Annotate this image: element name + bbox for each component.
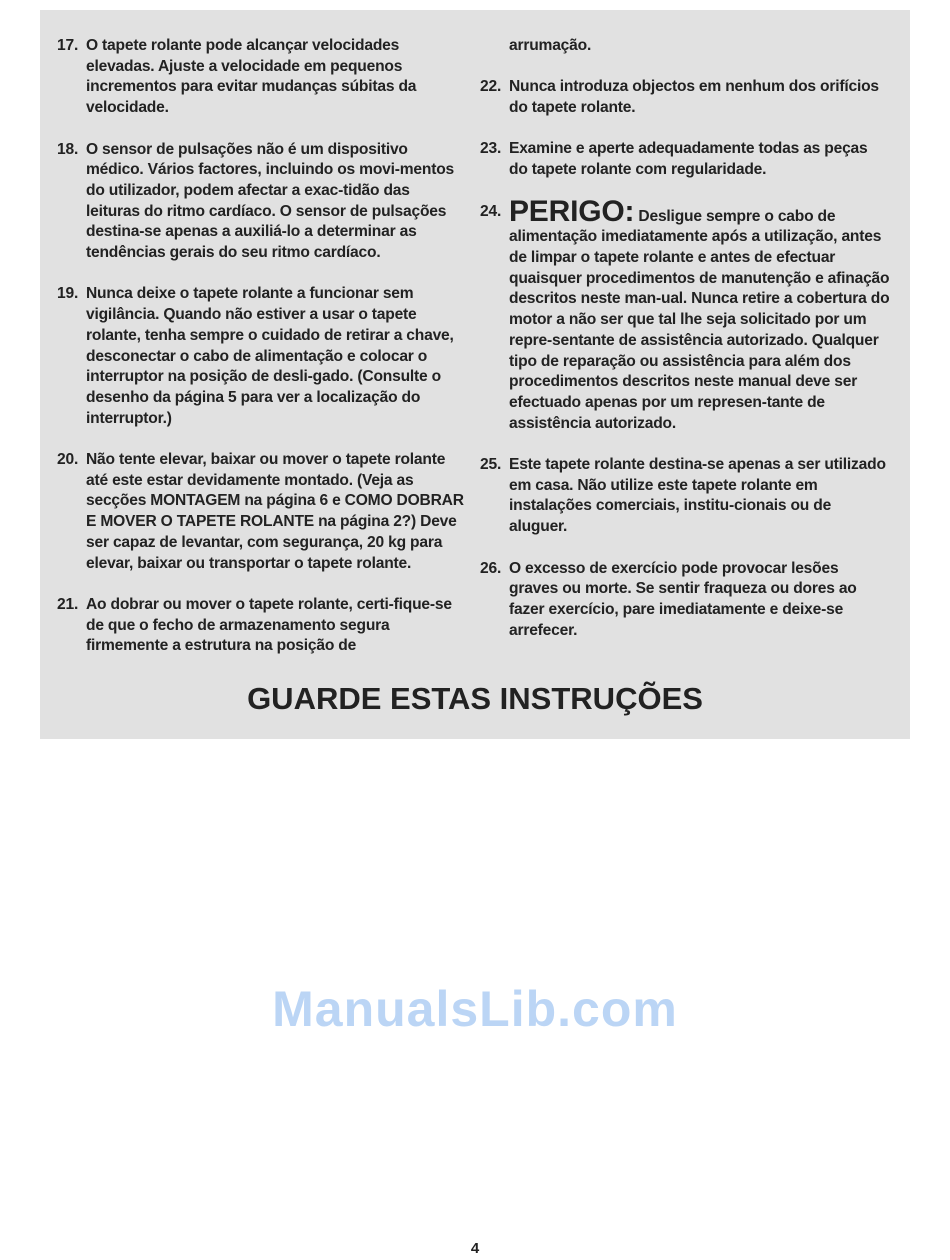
- instruction-item: [480, 455, 890, 538]
- item-text: O tapete rolante pode alcançar velocidades elevadas. Ajuste a velocidade em pequenos incrementos para evitar mudanças súbitas da velocidade.: [86, 37, 417, 117]
- item-number: 18.: [57, 140, 79, 158]
- item-continuation: arrumação.: [509, 37, 592, 54]
- item-text: O sensor de pulsações não é um dispositivo médico. Vários factores, incluindo os movi-mentos do utilizador, podem afectar a exac-tidão das leituras do ritmo cardíaco. O sensor de pulsações destina-se apenas a auxiliá-lo a determinar as tendências gerais do seu ritmo cardíaco.: [86, 140, 454, 262]
- watermark: ManualsLib.com: [272, 981, 678, 1037]
- instruction-item: [480, 139, 890, 180]
- item-number: 17.: [57, 37, 79, 54]
- page-number: 4: [470, 1240, 480, 1257]
- item-number: 23.: [480, 140, 502, 158]
- save-instructions-heading: GUARDE ESTAS INSTRUÇÕES: [247, 681, 703, 717]
- instruction-item: [57, 450, 467, 574]
- instruction-item: [57, 595, 467, 657]
- item-text: O excesso de exercício pode provocar lesões graves ou morte. Se sentir fraqueza ou dores ao fazer exercício, pare imediatamente e deixe-se arrefecer.: [509, 559, 857, 639]
- item-number: 24.: [480, 202, 502, 220]
- danger-item: [480, 194, 890, 435]
- instruction-item: [57, 284, 467, 429]
- item-text: Nunca deixe o tapete rolante a funcionar sem vigilância. Quando não estiver a usar o tapete rolante, tenha sempre o cuidado de retirar a chave, desconectar o cabo de alimentação e colocar o interruptor na posição de desli-gado. (Consulte o desenho da página 5 para ver a localização do interruptor.): [86, 285, 454, 427]
- item-number: 21.: [57, 595, 79, 613]
- item-number: 20.: [57, 451, 79, 469]
- left-column: [57, 36, 467, 657]
- item-text: Ao dobrar ou mover o tapete rolante, certi-fique-se de que o fecho de armazenamento segura firmemente a estrutura na posição de: [86, 595, 452, 655]
- item-number: 26.: [480, 559, 502, 577]
- right-column: [480, 36, 890, 657]
- item-number: 19.: [57, 285, 79, 303]
- instruction-item: [480, 559, 890, 642]
- item-number: 25.: [480, 456, 502, 473]
- item-text: Não tente elevar, baixar ou mover o tapete rolante até este estar devidamente montado. (Veja as secções MONTAGEM na página 6 e COMO DOBRAR E MOVER O TAPETE ROLANTE na página 2?) Deve ser capaz de levantar, com segurança, 20 kg para elevar, baixar ou transportar o tapete rolante.: [86, 451, 464, 572]
- danger-label: PERIGO:: [509, 194, 635, 228]
- item-number: 22.: [480, 78, 502, 96]
- item-text: Desligue sempre o cabo de alimentação imediatamente após a utilização, antes de limpar o tapete rolante e antes de efectuar quaisquer procedimentos de manutenção e afinação descritos neste man-ual. Nunca retire a cobertura do motor a não ser que tal lhe seja solicitado por um repre-sentante de assistência autorizado. Qualquer tipo de reparação ou assistência para além dos procedimentos descritos neste manual deve ser efectuado apenas por um represen-tante de assistência autorizado.: [509, 207, 890, 432]
- columns: [40, 36, 910, 657]
- instruction-item: [57, 36, 467, 119]
- safety-instructions-panel: [40, 10, 910, 739]
- item-text: Examine e aperte adequadamente todas as peças do tapete rolante com regularidade.: [509, 140, 868, 179]
- item-text: Este tapete rolante destina-se apenas a ser utilizado em casa. Não utilize este tapete rolante em instalações comerciais, institu-cionais ou de aluguer.: [509, 456, 886, 536]
- instruction-item: [480, 77, 890, 118]
- item-text: Nunca introduza objectos em nenhum dos orifícios do tapete rolante.: [509, 78, 879, 117]
- instruction-item: [57, 140, 467, 264]
